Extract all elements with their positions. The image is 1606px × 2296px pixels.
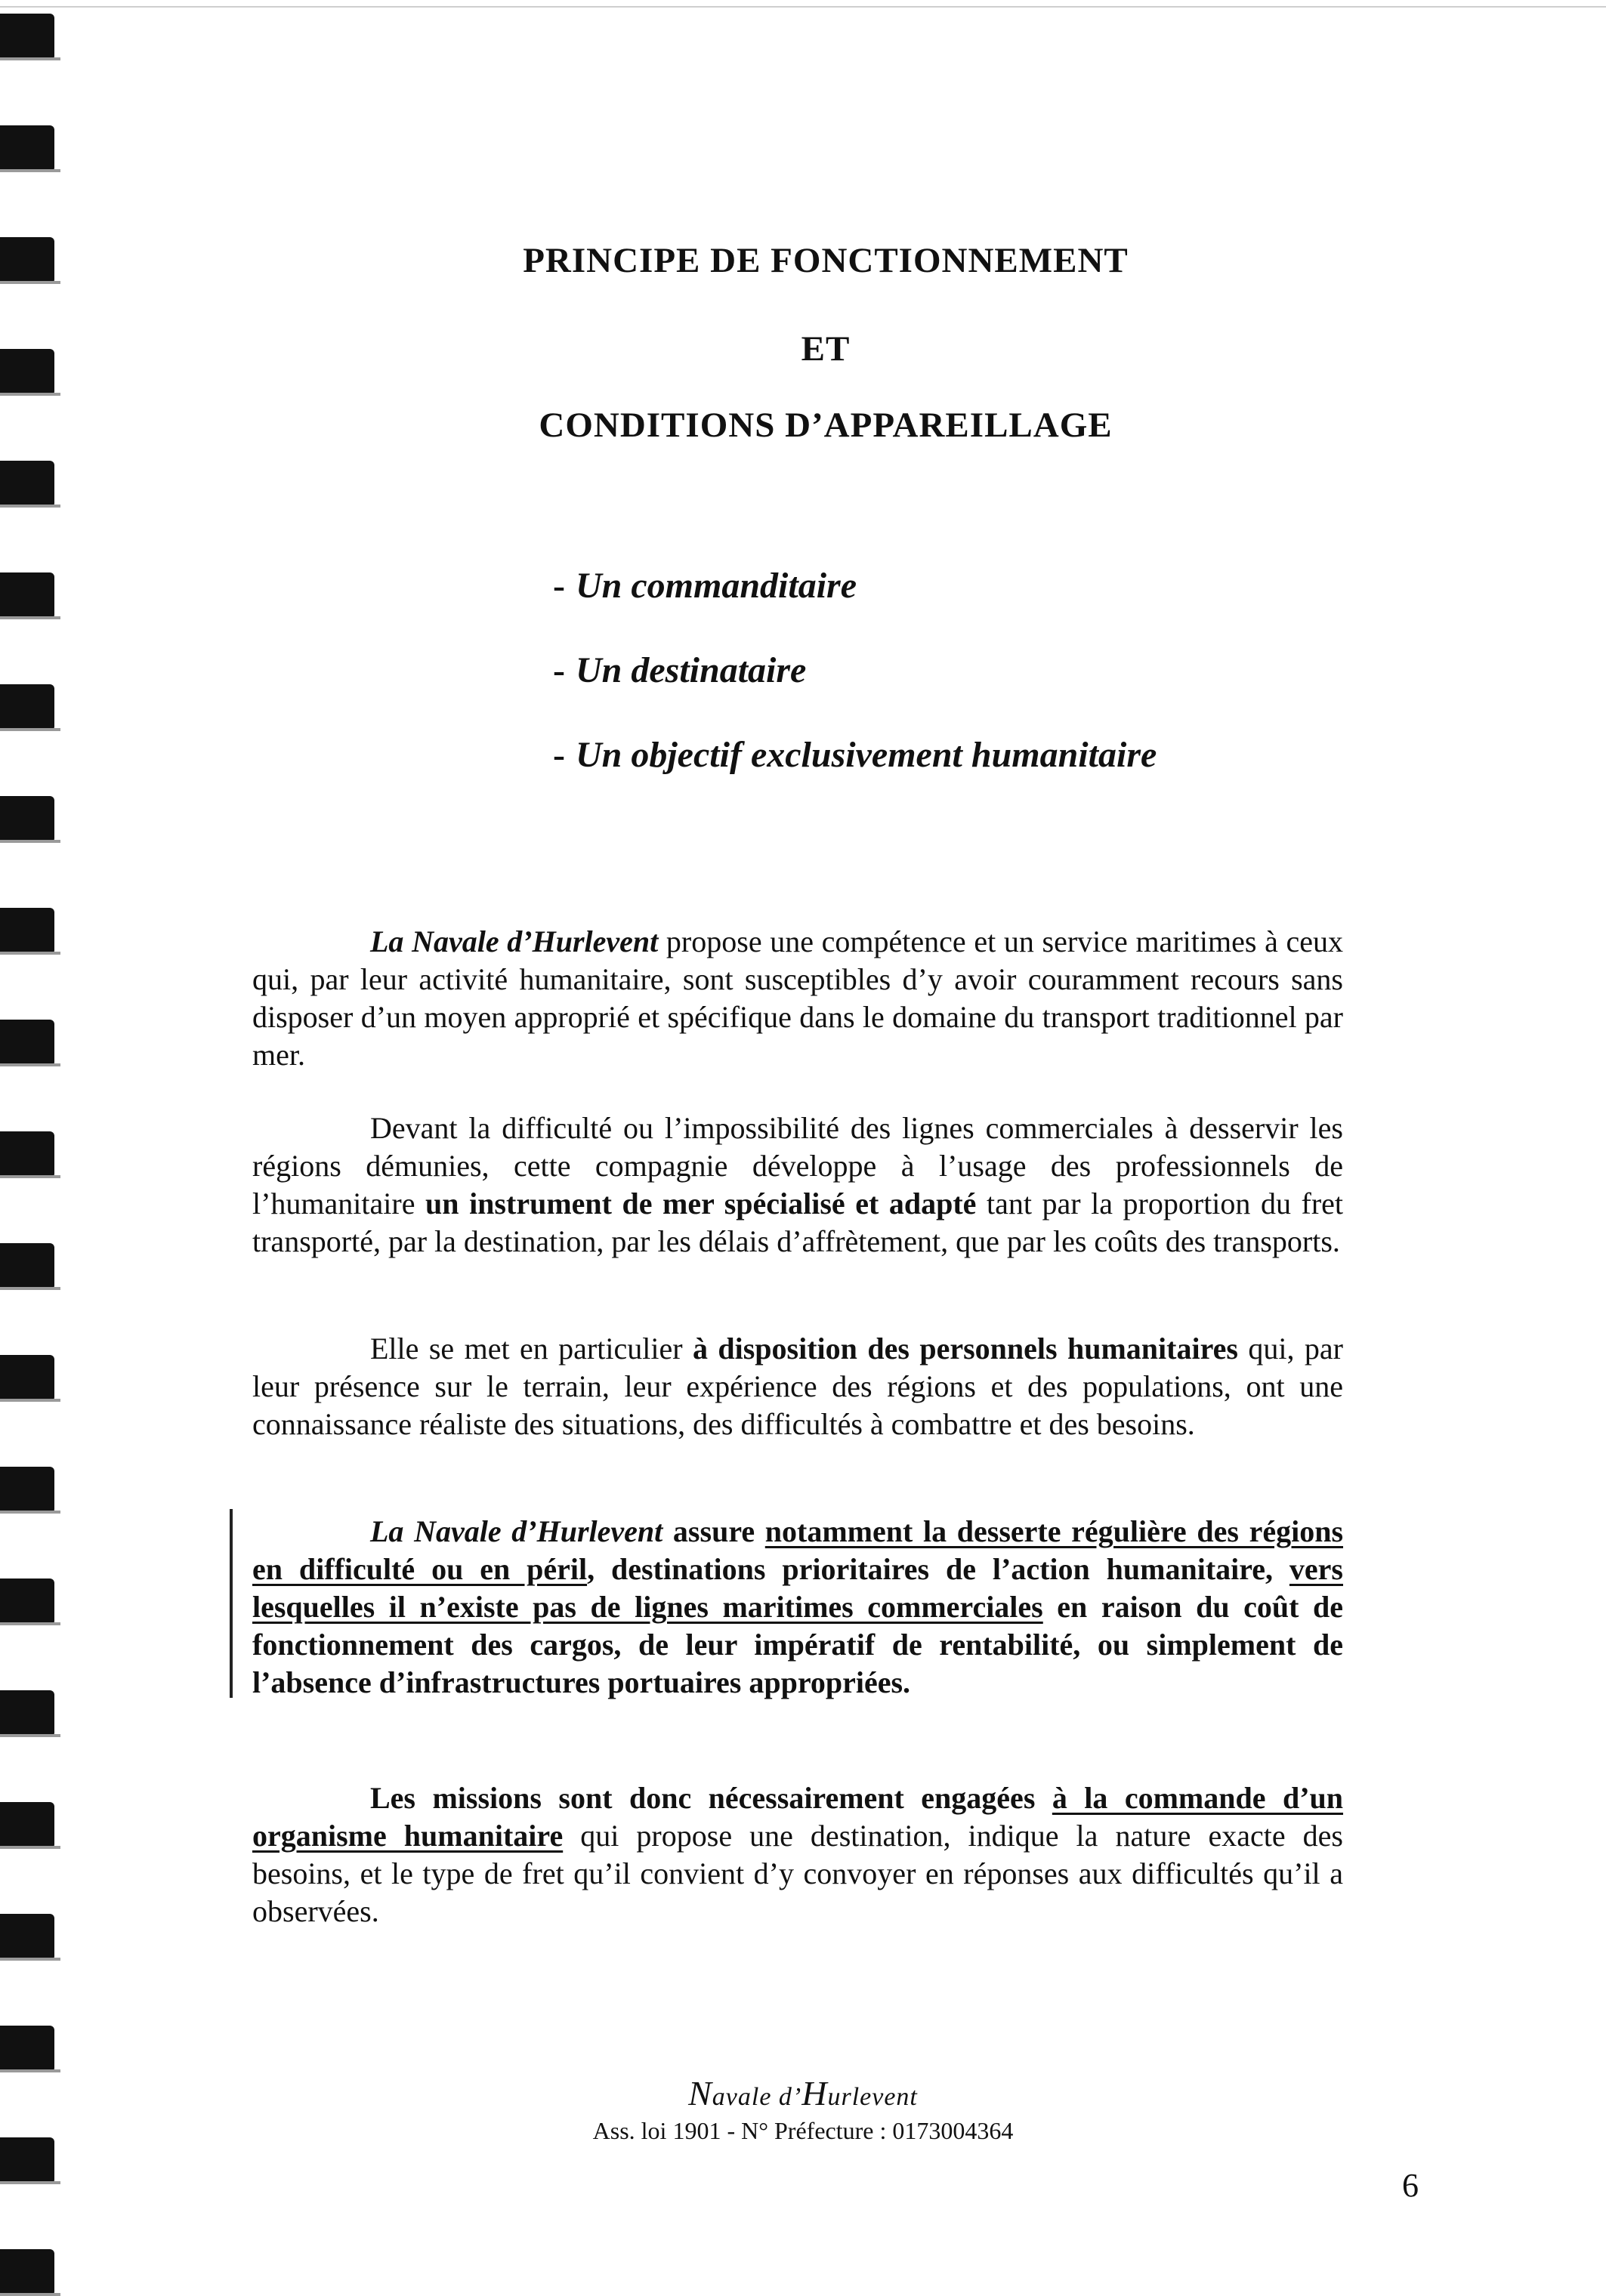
page-title-line-2: ET bbox=[801, 329, 851, 369]
paragraph-emphasis: à disposition des personnels humanitaires bbox=[692, 1332, 1238, 1366]
binding-tab bbox=[0, 1131, 54, 1178]
binding-tab bbox=[0, 1243, 54, 1290]
page-title-line-3: CONDITIONS D’APPAREILLAGE bbox=[539, 406, 1113, 445]
paragraph-emphasis: un instrument de mer spécialisé et adapté bbox=[425, 1187, 977, 1221]
underlined-text: vers lesquelles il n’existe pas de lignes maritimes commerciales bbox=[252, 1552, 1343, 1624]
paragraph-text: Elle se met en particulier bbox=[370, 1332, 693, 1366]
paragraph-text: , destinations prioritaires de l’action humanitaire, bbox=[587, 1552, 1289, 1586]
logo-text: urlevent bbox=[827, 2083, 918, 2111]
bullet-dash: - bbox=[553, 650, 565, 690]
paragraph-text: qui, par leur présence sur le terrain, leur expérience des régions et des populations, ont une connaissance réaliste des situations, des difficultés à combattre et des besoins. bbox=[252, 1332, 1343, 1441]
binding-tab bbox=[0, 14, 54, 60]
bullet-dash: - bbox=[553, 735, 565, 775]
binding-tab bbox=[0, 1802, 54, 1849]
paragraph-missions bbox=[252, 1779, 1343, 1930]
company-name: La Navale d’Hurlevent bbox=[370, 924, 659, 958]
binding-tab bbox=[0, 1578, 54, 1625]
paragraph-mission bbox=[252, 1513, 1343, 1702]
paragraph-personnel bbox=[252, 1330, 1343, 1443]
binding-tab bbox=[0, 1355, 54, 1402]
binding-tab bbox=[0, 125, 54, 172]
bullet-text: Un commanditaire bbox=[575, 566, 857, 606]
binding-tab bbox=[0, 796, 54, 843]
paragraph-text: assure bbox=[662, 1514, 765, 1548]
binding-tab bbox=[0, 1914, 54, 1961]
binding-tab bbox=[0, 461, 54, 508]
bullet-text: Un destinataire bbox=[575, 650, 807, 690]
paragraph-difficulty bbox=[252, 1109, 1343, 1261]
page-number: 6 bbox=[1402, 2167, 1419, 2204]
margin-bar bbox=[230, 1509, 233, 1698]
paragraph-text: propose une compétence et un service maritimes à ceux qui, par leur activité humanitaire, sont susceptibles d’y avoir couramment recours sans disposer d’un moyen approprié et spécifique dans le domaine du transport traditionnel par mer. bbox=[252, 924, 1344, 1072]
paragraph-text: en raison du coût de fonctionnement des cargos, de leur impératif de rentabilité, ou simplement de l’absence d’infrastructures portuaires appropriées. bbox=[252, 1590, 1344, 1699]
logo-text: avale d’ bbox=[712, 2083, 802, 2111]
bullet-item bbox=[553, 565, 857, 606]
paragraph-emphasis: Les missions sont donc nécessairement engagées bbox=[370, 1781, 1052, 1815]
binding-tab bbox=[0, 572, 54, 619]
bullet-item bbox=[553, 650, 806, 691]
top-rule bbox=[0, 6, 1606, 8]
page-title-line-1: PRINCIPE DE FONCTIONNEMENT bbox=[523, 241, 1129, 280]
logo-letter: H bbox=[801, 2074, 828, 2112]
company-name: La Navale d’Hurlevent bbox=[370, 1514, 663, 1548]
paragraph-intro bbox=[252, 923, 1343, 1074]
logo-letter: N bbox=[688, 2074, 712, 2112]
binding-tab bbox=[0, 1467, 54, 1514]
footer-logo bbox=[0, 2073, 1606, 2113]
bullet-item bbox=[553, 734, 1157, 776]
binding-tab bbox=[0, 684, 54, 731]
binding-tab bbox=[0, 2026, 54, 2072]
binding-tab bbox=[0, 1690, 54, 1737]
footer-registration: Ass. loi 1901 - N° Préfecture : 0173004364 bbox=[592, 2117, 1014, 2144]
binding-tab bbox=[0, 2249, 54, 2296]
binding-tab bbox=[0, 1020, 54, 1066]
bullet-text: Un objectif exclusivement humanitaire bbox=[575, 735, 1157, 775]
underlined-text: à la commande d’un organisme humanitaire bbox=[252, 1781, 1344, 1853]
underlined-text: notamment la desserte régulière des régions en difficulté ou en péril bbox=[252, 1514, 1344, 1586]
binding-tab bbox=[0, 908, 54, 955]
paragraph-text: qui propose une destination, indique la nature exacte des besoins, et le type de fret qu’il convient d’y convoyer en réponses aux difficultés qu’il a observées. bbox=[252, 1819, 1343, 1928]
bullet-dash: - bbox=[553, 566, 565, 606]
paragraph-text: tant par la proportion du fret transporté, par la destination, par les délais d’affrètement, que par les coûts des transports. bbox=[252, 1187, 1344, 1258]
paragraph-text: Devant la difficulté ou l’impossibilité des lignes commerciales à desservir les régions démunies, cette compagnie développe à l’usage des professionnels de l’humanitaire bbox=[252, 1111, 1343, 1221]
